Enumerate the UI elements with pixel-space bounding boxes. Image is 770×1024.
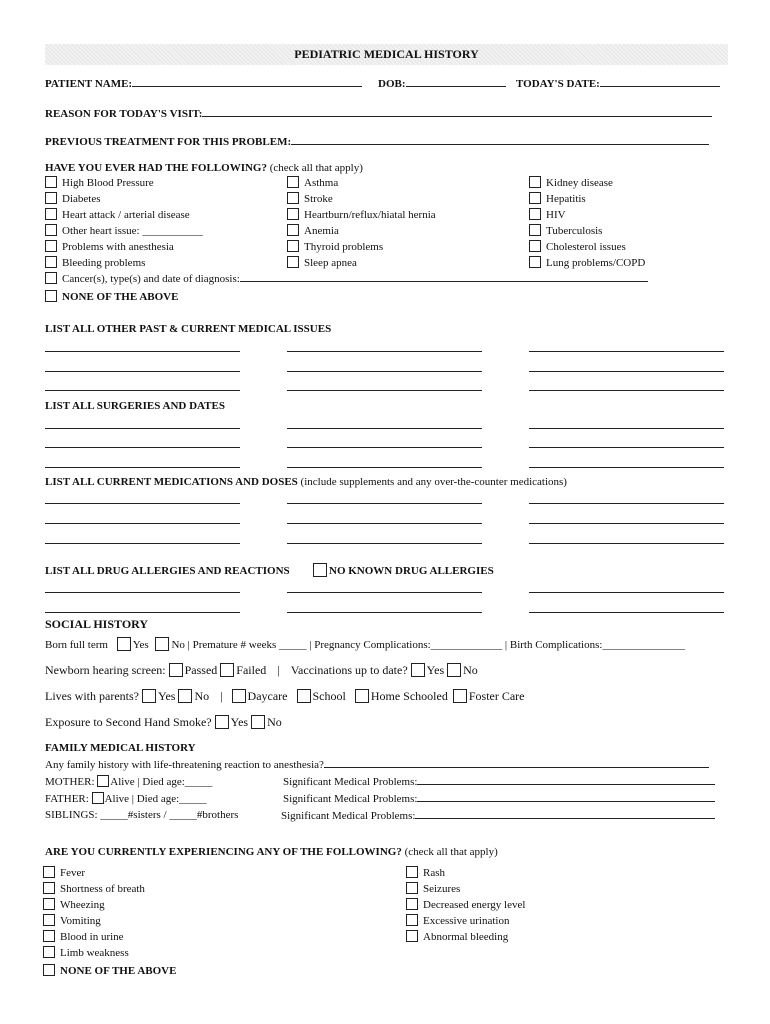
blank-line[interactable]	[45, 543, 240, 544]
blank-line[interactable]	[287, 467, 482, 468]
home-schooled-label: Home Schooled	[370, 689, 448, 703]
mother-label: MOTHER:	[45, 776, 95, 788]
condition-label: Anemia	[304, 225, 339, 237]
symptoms-heading	[45, 846, 498, 859]
symptom-item[interactable]	[43, 946, 145, 962]
symptom-label: Blood in urine	[60, 931, 124, 943]
father-problems-field[interactable]	[283, 792, 715, 806]
checkbox[interactable]	[43, 914, 55, 926]
newborn-hearing-label: Newborn hearing screen:	[45, 663, 166, 677]
condition-item[interactable]	[287, 192, 436, 208]
conditions-heading	[45, 162, 363, 175]
blank-line[interactable]	[287, 523, 482, 524]
father-label: FATHER:	[45, 793, 89, 805]
patient-name-label: PATIENT NAME:	[45, 78, 133, 90]
condition-label: Stroke	[304, 193, 333, 205]
second-hand-smoke-label: Exposure to Second Hand Smoke?	[45, 715, 212, 729]
blank-line[interactable]	[45, 351, 240, 352]
blank-line[interactable]	[529, 447, 724, 448]
mother-row	[45, 775, 212, 789]
conditions-note: (check all that apply)	[269, 162, 363, 174]
blank-line[interactable]	[45, 467, 240, 468]
checkbox[interactable]	[45, 272, 57, 284]
blank-line[interactable]	[45, 428, 240, 429]
no-label: No	[171, 639, 185, 651]
symptoms-col2	[406, 866, 525, 946]
blank-line[interactable]	[45, 592, 240, 593]
symptom-label: Excessive urination	[423, 915, 510, 927]
blank-line[interactable]	[45, 503, 240, 504]
no-label: No	[194, 689, 210, 703]
checkbox[interactable]	[406, 898, 418, 910]
checkbox[interactable]	[313, 563, 327, 577]
condition-item[interactable]	[287, 256, 436, 272]
yes-label: Yes	[132, 639, 149, 651]
blank-line[interactable]	[287, 503, 482, 504]
cancer-field[interactable]	[45, 272, 648, 286]
checkbox[interactable]	[287, 208, 299, 220]
conditions-col3	[529, 176, 645, 272]
symptoms-note: (check all that apply)	[404, 846, 498, 858]
condition-item[interactable]	[529, 256, 645, 272]
passed-label: Passed	[184, 663, 218, 677]
family-anesthesia-field[interactable]	[45, 758, 709, 772]
condition-label: Bleeding problems	[62, 257, 146, 269]
condition-label: Kidney disease	[546, 177, 613, 189]
conditions-none[interactable]	[45, 290, 178, 304]
previous-treatment-label: PREVIOUS TREATMENT FOR THIS PROBLEM:	[45, 136, 292, 148]
symptom-item[interactable]	[43, 866, 145, 882]
lives-with-parents-row	[45, 689, 525, 704]
todays-date-label: TODAY'S DATE:	[516, 78, 600, 90]
condition-item[interactable]	[45, 224, 203, 240]
conditions-none-label: NONE OF THE ABOVE	[62, 291, 179, 303]
checkbox[interactable]	[287, 240, 299, 252]
born-full-term-row	[45, 637, 685, 652]
symptoms-col1	[43, 866, 145, 962]
blank-line[interactable]	[529, 371, 724, 372]
died-age-field[interactable]: | Died age:_____	[131, 793, 207, 805]
died-age-field[interactable]: | Died age:_____	[137, 776, 213, 788]
checkbox[interactable]	[43, 882, 55, 894]
separator: |	[277, 663, 280, 677]
other-issues-heading: LIST ALL OTHER PAST & CURRENT MEDICAL ISSUES	[45, 323, 332, 335]
vaccinations-label: Vaccinations up to date?	[290, 663, 408, 677]
condition-item[interactable]	[287, 176, 436, 192]
blank-line[interactable]	[287, 612, 482, 613]
condition-label: Hepatitis	[546, 193, 586, 205]
blank-line[interactable]	[45, 523, 240, 524]
checkbox[interactable]	[529, 192, 541, 204]
blank-line[interactable]	[529, 592, 724, 593]
siblings-field[interactable]: SIBLINGS: _____#sisters / _____#brothers	[45, 809, 239, 821]
condition-label: Other heart issue: ___________	[62, 225, 203, 237]
symptom-item[interactable]	[406, 930, 525, 946]
blank-line[interactable]	[529, 390, 724, 391]
symptom-item[interactable]	[406, 882, 525, 898]
condition-item[interactable]	[45, 192, 203, 208]
blank-line[interactable]	[287, 390, 482, 391]
allergies-heading: LIST ALL DRUG ALLERGIES AND REACTIONS	[45, 565, 290, 577]
condition-label: HIV	[546, 209, 566, 221]
checkbox[interactable]	[117, 637, 131, 651]
condition-label: Heart attack / arterial disease	[62, 209, 190, 221]
symptom-label: Vomiting	[60, 915, 101, 927]
todays-date-field[interactable]	[516, 77, 720, 91]
condition-label: High Blood Pressure	[62, 177, 154, 189]
no-label: No	[463, 663, 478, 677]
blank-line[interactable]	[529, 612, 724, 613]
condition-item[interactable]	[529, 224, 645, 240]
condition-item[interactable]	[287, 208, 436, 224]
alive-label: Alive	[104, 793, 130, 805]
surgeries-heading: LIST ALL SURGERIES AND DATES	[45, 400, 225, 412]
medications-heading-text: LIST ALL CURRENT MEDICATIONS AND DOSES	[45, 476, 298, 488]
no-known-allergies[interactable]	[313, 563, 494, 578]
checkbox[interactable]	[43, 964, 55, 976]
condition-label: Heartburn/reflux/hiatal hernia	[304, 209, 436, 221]
checkbox[interactable]	[297, 689, 311, 703]
checkbox[interactable]	[45, 224, 57, 236]
checkbox[interactable]	[232, 689, 246, 703]
condition-item[interactable]	[45, 240, 203, 256]
checkbox[interactable]	[447, 663, 461, 677]
no-known-allergies-label: NO KNOWN DRUG ALLERGIES	[329, 565, 494, 577]
blank-line[interactable]	[287, 428, 482, 429]
checkbox[interactable]	[529, 176, 541, 188]
condition-label: Cholesterol issues	[546, 241, 626, 253]
symptom-label: Seizures	[423, 883, 461, 895]
checkbox[interactable]	[97, 775, 109, 787]
symptoms-heading-text: ARE YOU CURRENTLY EXPERIENCING ANY OF THE FOLLOWING?	[45, 846, 402, 858]
checkbox[interactable]	[178, 689, 192, 703]
checkbox[interactable]	[43, 930, 55, 942]
checkbox[interactable]	[45, 208, 57, 220]
symptom-item[interactable]	[406, 866, 525, 882]
checkbox[interactable]	[45, 176, 57, 188]
checkbox[interactable]	[92, 792, 104, 804]
symptom-item[interactable]	[43, 914, 145, 930]
condition-item[interactable]	[529, 176, 645, 192]
symptom-item[interactable]	[43, 898, 145, 914]
checkbox[interactable]	[406, 866, 418, 878]
symptom-label: Rash	[423, 867, 445, 879]
school-label: School	[312, 689, 346, 703]
condition-label: Thyroid problems	[304, 241, 384, 253]
foster-care-label: Foster Care	[468, 689, 525, 703]
medications-note: (include supplements and any over-the-counter medications)	[300, 476, 567, 488]
blank-line[interactable]	[287, 371, 482, 372]
blank-line[interactable]	[45, 447, 240, 448]
checkbox[interactable]	[251, 715, 265, 729]
blank-line[interactable]	[287, 592, 482, 593]
blank-line[interactable]	[529, 523, 724, 524]
alive-label: Alive	[110, 776, 135, 788]
condition-label: Asthma	[304, 177, 339, 189]
blank-line[interactable]	[287, 447, 482, 448]
condition-label: Sleep apnea	[304, 257, 357, 269]
significant-problems-label: Significant Medical Problems:	[281, 810, 416, 822]
checkbox[interactable]	[43, 946, 55, 958]
symptom-item[interactable]	[43, 882, 145, 898]
family-anesthesia-label: Any family history with life-threatening reaction to anesthesia?	[45, 759, 324, 771]
significant-problems-label: Significant Medical Problems:	[283, 793, 418, 805]
symptoms-none-label: NONE OF THE ABOVE	[60, 965, 177, 977]
condition-label: Lung problems/COPD	[546, 257, 646, 269]
checkbox[interactable]	[155, 637, 169, 651]
cancer-label: Cancer(s), type(s) and date of diagnosis:	[62, 273, 240, 285]
checkbox[interactable]	[43, 898, 55, 910]
condition-item[interactable]	[287, 224, 436, 240]
checkbox[interactable]	[453, 689, 467, 703]
condition-item[interactable]	[45, 208, 203, 224]
checkbox[interactable]	[142, 689, 156, 703]
separator: |	[220, 689, 223, 703]
condition-label: Diabetes	[62, 193, 101, 205]
conditions-col1	[45, 176, 203, 272]
checkbox[interactable]	[411, 663, 425, 677]
symptom-label: Limb weakness	[60, 947, 129, 959]
checkbox[interactable]	[45, 240, 57, 252]
condition-item[interactable]	[287, 240, 436, 256]
failed-label: Failed	[236, 663, 267, 677]
condition-item[interactable]	[45, 256, 203, 272]
symptom-item[interactable]	[43, 930, 145, 946]
condition-item[interactable]	[529, 208, 645, 224]
condition-item[interactable]	[529, 240, 645, 256]
checkbox[interactable]	[355, 689, 369, 703]
born-full-term-label: Born full term	[45, 639, 108, 651]
symptom-item[interactable]	[406, 914, 525, 930]
checkbox[interactable]	[529, 240, 541, 252]
blank-line[interactable]	[529, 543, 724, 544]
medications-heading	[45, 476, 567, 489]
lives-with-parents-label: Lives with parents?	[45, 689, 139, 703]
checkbox[interactable]	[529, 208, 541, 220]
condition-item[interactable]	[45, 176, 203, 192]
symptom-label: Decreased energy level	[423, 899, 526, 911]
symptom-label: Shortness of breath	[60, 883, 145, 895]
dob-label: DOB:	[378, 78, 406, 90]
checkbox[interactable]	[220, 663, 234, 677]
daycare-label: Daycare	[247, 689, 288, 703]
checkbox[interactable]	[287, 256, 299, 268]
checkbox[interactable]	[215, 715, 229, 729]
checkbox[interactable]	[169, 663, 183, 677]
symptom-label: Abnormal bleeding	[423, 931, 509, 943]
previous-treatment-field[interactable]	[45, 135, 709, 149]
blank-line[interactable]	[529, 428, 724, 429]
blank-line[interactable]	[529, 503, 724, 504]
premature-pregnancy-birth-fields[interactable]: | Premature # weeks _____ | Pregnancy Complications:_____________ | Birth Complications:_______________	[187, 639, 685, 651]
no-label: No	[267, 715, 282, 729]
condition-label: Problems with anesthesia	[62, 241, 174, 253]
yes-label: Yes	[157, 689, 176, 703]
reason-field[interactable]	[45, 107, 712, 121]
reason-label: REASON FOR TODAY'S VISIT:	[45, 108, 203, 120]
symptom-item[interactable]	[406, 898, 525, 914]
checkbox[interactable]	[287, 192, 299, 204]
blank-line[interactable]	[45, 612, 240, 613]
yes-label: Yes	[230, 715, 249, 729]
second-hand-smoke-row	[45, 715, 282, 730]
father-row	[45, 792, 207, 806]
checkbox[interactable]	[529, 224, 541, 236]
condition-item[interactable]	[529, 192, 645, 208]
checkbox[interactable]	[406, 930, 418, 942]
condition-label: Tuberculosis	[546, 225, 603, 237]
checkbox[interactable]	[43, 866, 55, 878]
blank-line[interactable]	[529, 351, 724, 352]
checkbox[interactable]	[406, 882, 418, 894]
checkbox[interactable]	[287, 224, 299, 236]
patient-name-field[interactable]	[45, 77, 362, 91]
symptom-label: Wheezing	[60, 899, 105, 911]
conditions-heading-text: HAVE YOU EVER HAD THE FOLLOWING?	[45, 162, 267, 174]
mother-problems-field[interactable]	[283, 775, 715, 789]
family-history-heading: FAMILY MEDICAL HISTORY	[45, 742, 196, 754]
checkbox[interactable]	[45, 290, 57, 302]
siblings-problems-field[interactable]	[281, 809, 715, 823]
symptom-label: Fever	[60, 867, 86, 879]
checkbox[interactable]	[287, 176, 299, 188]
form-title: PEDIATRIC MEDICAL HISTORY	[45, 44, 728, 65]
blank-line[interactable]	[287, 543, 482, 544]
symptoms-none[interactable]	[43, 964, 176, 978]
dob-field[interactable]	[378, 77, 506, 91]
checkbox[interactable]	[45, 192, 57, 204]
blank-line[interactable]	[45, 390, 240, 391]
social-history-heading: SOCIAL HISTORY	[45, 617, 149, 631]
conditions-col2	[287, 176, 436, 272]
checkbox[interactable]	[529, 256, 541, 268]
blank-line[interactable]	[45, 371, 240, 372]
yes-label: Yes	[426, 663, 445, 677]
significant-problems-label: Significant Medical Problems:	[283, 776, 418, 788]
checkbox[interactable]	[45, 256, 57, 268]
blank-line[interactable]	[529, 467, 724, 468]
newborn-hearing-row	[45, 663, 478, 678]
blank-line[interactable]	[287, 351, 482, 352]
checkbox[interactable]	[406, 914, 418, 926]
